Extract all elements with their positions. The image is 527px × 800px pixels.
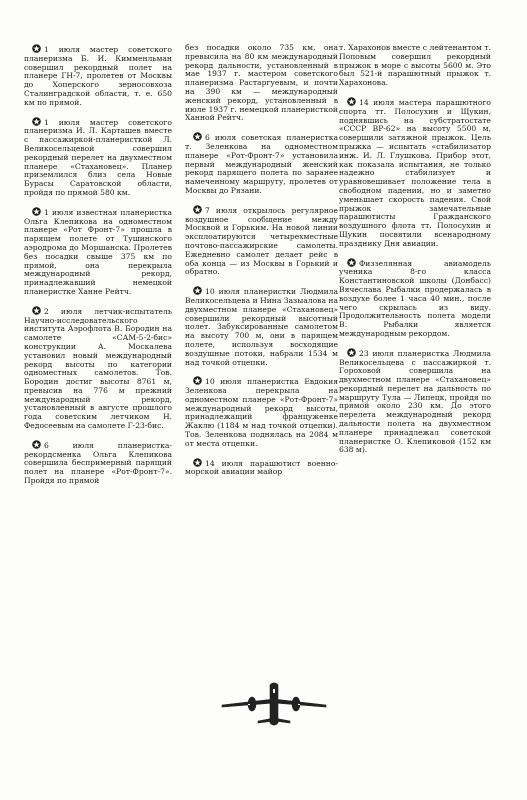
entry-text: 1 июля мастер советского планеризма И. Л. Карташев вместе с пассажиркой-планеристкой Л. Великосельцевой совершил рекордный перелет на двухместном планере «Стахановец». Планер приземлился близ села Новые Бурасы Саратовской области, пройдя по прямой 580 км. <box>24 117 172 197</box>
entry-text: без посадки около 735 км, она превысила на 80 км международный рекорд дальности, установленный в мае 1937 г. мастером советского планеризма Растаргуевым, и почти на 390 км — международный женский рекорд, установленный в июле 1937 г. немецкой планеристкой Ханной Рейтч. <box>185 43 338 123</box>
star-icon <box>32 440 41 449</box>
news-entry <box>24 207 172 297</box>
news-entry <box>24 306 172 431</box>
entry-text: 1 июля мастер советского планеризма Б. И. Кимменльман совершил рекордный полет на планере ГН-7, пролетев от Москвы до Хоперского зерносовхоза Сталинградской области, т. е. 650 км по прямой. <box>24 45 172 107</box>
column-3 <box>339 44 491 464</box>
entry-text: 23 июля планеристка Людмила Великосельцева с пассажиркой т. Гороховой совершила на двухместном планере «Стахановец» рекордный перелет на дальность по маршруту Тула — Липецк, пройдя по прямой около 230 км. До этого перелета международный рекорд дальности полета на двухместном планере принадлежал советской планеристке О. Клепиковой (152 км 638 м). <box>339 348 491 455</box>
star-icon <box>347 348 356 357</box>
star-icon <box>193 286 202 295</box>
news-entry <box>185 286 338 367</box>
news-entry <box>185 132 338 196</box>
star-icon <box>193 205 202 214</box>
star-icon <box>32 117 41 126</box>
star-icon <box>347 97 356 106</box>
entry-text: 7 июля открылось регулярное воздушное сообщение между Москвой и Горьким. На новой линии эксплоатируются четырехместные почтово-пассажирские самолеты. Ежедневно самолет делает рейс в оба конца — из Москвы в Горький и обратно. <box>185 205 338 277</box>
star-icon <box>32 207 41 216</box>
entry-text: 2 июля летчик-испытатель Научно-исследовательского института Аэрофлота В. Бородин на самолете «САМ-5-2-бис» конструкции А. Москалева установил новый международный рекорд высоты по категории одноместных самолетов. Тов. Бородин достиг высоты 8761 м, превысив на 776 м прежний международный рекорд, установленный в августе прошлого года советским летчиком Н. Федосеевым на самолете Г-23-бис. <box>24 306 172 431</box>
star-icon <box>193 458 202 467</box>
news-entry <box>339 97 491 249</box>
glider-aircraft-icon <box>218 675 330 731</box>
entry-text: т. Харахонов вместе с лейтенантом т. Поповым совершил рекордный прыжок в море с высоты 5600 м. Это был 521-й парашютный прыжок т. Харахонова. <box>339 43 491 88</box>
star-icon <box>32 44 41 53</box>
news-entry <box>24 117 172 198</box>
entry-text: 14 июля парашютист военно-морской авиации майор <box>185 458 338 477</box>
entry-text: 14 июля мастера парашютного спорта тт. Полосухин и Щукин, поднявшись на субстратостате «СССР ВР-62» на высоту 5500 м, совершили затяжной прыжок. Цель прыжка — испытать «стабилизатор инж. И. Л. Глушкова. Прибор этот, как показала испытания, не только надежно стабилизует и уравновешивает положение тела в свободном падении, но и заметно уменьшает скорость падения. Свой прыжок замечательные парашютисты Гражданского воздушного флота тт. Полосухин и Щукин посвятили всенародному празднику Дня авиации. <box>339 97 491 248</box>
entry-text: 6 июля советская планеристка т. Зеленкова на одноместном планере «Рот-Фронт-7» установила первый международный женский рекорд парящего полета по заранее намеченному маршруту, пролетев от Москвы до Рязани. <box>185 133 338 195</box>
star-icon <box>193 376 202 385</box>
news-entry <box>185 205 338 277</box>
news-entry <box>339 258 491 339</box>
entry-text: 6 июля планеристка-рекордсменка Ольга Клепикова совершила беспримерный парящий полет на планере «Рот-Фронт-7». Пройдя по прямой <box>24 440 172 486</box>
news-entry <box>185 376 338 448</box>
star-icon <box>347 258 356 267</box>
entry-text: 10 июля планеристки Людмила Великосельцева и Нина Зазыалова на двухместном планере «Стахановец» совершили рекордный высотный полет. Забуксированные самолетом на высоту 700 м, они в парящем полете, используя восходящие воздушные потоки, набрали 1534 м над точкой отцепки. <box>185 287 338 367</box>
news-entry <box>24 440 172 486</box>
news-entry <box>339 348 491 456</box>
entry-text: 10 июля планеристка Евдокия Зеленкова перекрыла на одноместном планере «Рот-Фронт-7» международный рекорд высоты, принадлежащий француженке Жаклю (1184 м над точкой отцепки). Тов. Зеленкова поднялась на 2084 м от места отцепки. <box>185 377 338 448</box>
news-entry <box>24 44 172 108</box>
column-1 <box>24 44 172 495</box>
entry-text: Физзелянная авиамодель ученика 8-го класса Константиновской школы (Донбасс) Вячеслава Рыбалки продержалась в воздухе более 1 часа 40 мин., после чего скрылась из виду. Продолжительность полета модели В. Рыбалки является международным рекордом. <box>339 258 491 338</box>
entry-text: 1 июля известная планеристка Ольга Клепикова на одноместном планере «Рот Фронт-7» прошла в парящем полете от Тушинского аэродрома до Моршанска. Пролетев без посадки свыше 375 км по прямой, она перекрыла международный рекорд, принадлежавший немецкой планеристке Ханне Рейтч. <box>24 207 172 296</box>
star-icon <box>193 132 202 141</box>
news-entry <box>339 44 491 88</box>
news-entry <box>185 44 338 123</box>
news-entry <box>185 458 338 478</box>
star-icon <box>32 306 41 315</box>
column-2 <box>185 44 338 486</box>
